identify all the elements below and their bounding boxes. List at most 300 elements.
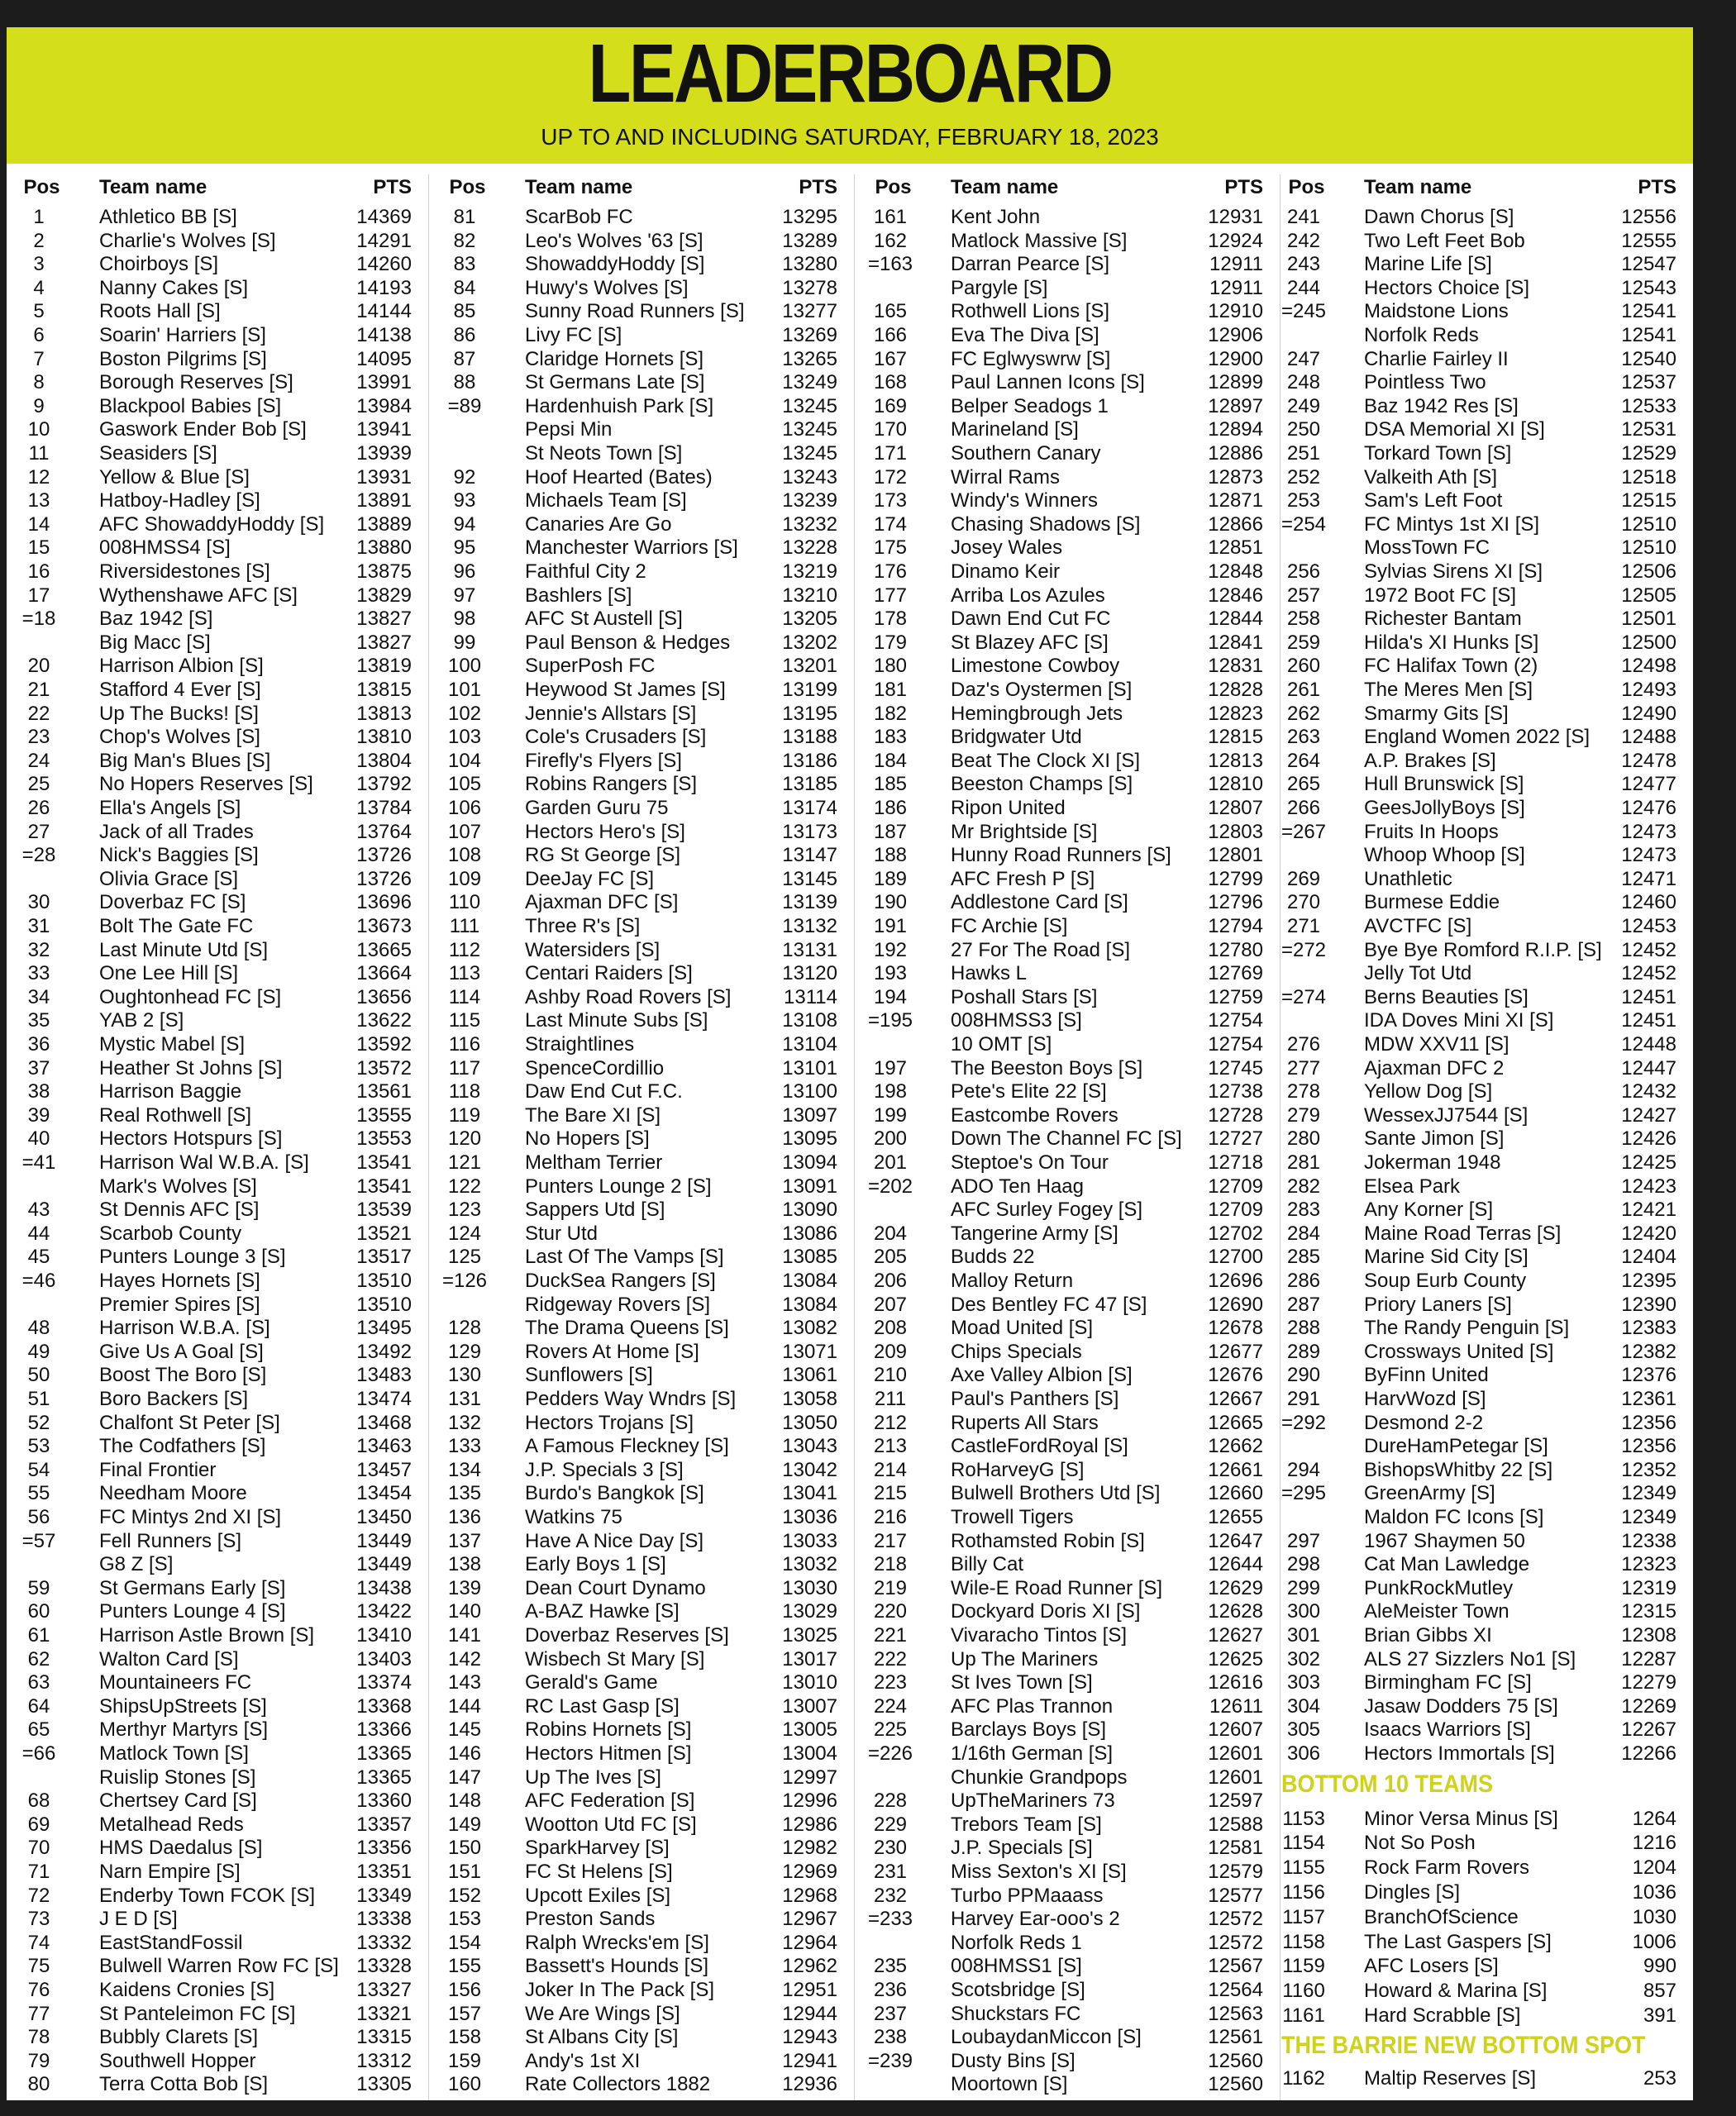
points: 13889 xyxy=(356,512,412,536)
team-name: Whoop Whoop [S] xyxy=(1364,844,1525,867)
leaderboard-row xyxy=(1271,536,1693,560)
points: 12572 xyxy=(1208,1931,1263,1954)
leaderboard-row xyxy=(7,773,428,797)
points: 13005 xyxy=(782,1718,837,1742)
rank-position: 25 xyxy=(27,773,50,796)
rank-position: 298 xyxy=(1286,1553,1321,1576)
leaderboard-row xyxy=(858,773,1280,797)
leaderboard-row xyxy=(7,939,428,963)
team-name: Beat The Clock XI [S] xyxy=(951,749,1140,772)
rank-position: 177 xyxy=(873,584,908,607)
rank-position: 157 xyxy=(447,2002,482,2025)
rank-position: 151 xyxy=(447,1861,482,1883)
rank-position: 154 xyxy=(447,1931,482,1954)
rank-position: 290 xyxy=(1286,1364,1321,1387)
rank-position: 75 xyxy=(27,1955,50,1978)
leaderboard-row xyxy=(858,655,1280,679)
rank-position: 104 xyxy=(447,749,482,772)
points: 13332 xyxy=(356,1931,412,1954)
rank-position: 288 xyxy=(1286,1317,1321,1340)
points: 13673 xyxy=(356,915,412,937)
rank-position: 43 xyxy=(27,1199,50,1222)
leaderboard-row xyxy=(858,1364,1280,1388)
points: 14138 xyxy=(356,324,412,346)
rank-position: 26 xyxy=(27,797,50,819)
team-name: Scarbob County xyxy=(99,1222,242,1245)
points: 12506 xyxy=(1621,560,1676,583)
rank-position: 186 xyxy=(873,797,908,819)
rank-position: 1153 xyxy=(1282,1807,1325,1830)
rank-position: 299 xyxy=(1286,1576,1321,1599)
points: 12794 xyxy=(1208,915,1263,937)
team-name: Hull Brunswick [S] xyxy=(1364,773,1524,796)
team-name: Pepsi Min xyxy=(525,418,613,441)
leaderboard-row xyxy=(432,1412,854,1436)
rank-position: 92 xyxy=(453,465,476,488)
rank-position: =267 xyxy=(1281,820,1327,843)
points: 12841 xyxy=(1208,631,1263,654)
rank-position: 242 xyxy=(1286,229,1321,252)
team-name: Hard Scrabble [S] xyxy=(1364,2004,1521,2027)
points: 13764 xyxy=(356,820,412,843)
team-name: Steptoe's On Tour xyxy=(951,1151,1109,1174)
team-name: Sylvias Sirens XI [S] xyxy=(1364,560,1543,583)
leaderboard-row xyxy=(1271,726,1693,750)
team-name: Harrison Albion [S] xyxy=(99,655,264,678)
team-name: Limestone Cowboy xyxy=(951,655,1120,678)
points: 12718 xyxy=(1208,1151,1263,1174)
rank-position: 98 xyxy=(453,608,476,631)
team-name: Big Macc [S] xyxy=(99,631,211,654)
rank-position: 34 xyxy=(27,985,50,1008)
rank-position: 62 xyxy=(27,1647,50,1670)
rank-position: 1161 xyxy=(1282,2004,1325,2027)
leaderboard-row xyxy=(432,584,854,608)
team-name: Doverbaz FC [S] xyxy=(99,891,246,914)
rank-position: 17 xyxy=(27,584,50,607)
rank-position: 276 xyxy=(1286,1033,1321,1056)
team-name: Yellow & Blue [S] xyxy=(99,465,250,488)
points: 13338 xyxy=(356,1908,412,1931)
leaderboard-row xyxy=(1271,844,1693,868)
points: 12769 xyxy=(1208,962,1263,985)
points: 12448 xyxy=(1621,1033,1676,1056)
points: 13030 xyxy=(782,1576,837,1599)
points: 13357 xyxy=(356,1813,412,1836)
points: 12660 xyxy=(1208,1482,1263,1505)
points: 12510 xyxy=(1621,536,1676,560)
leaderboard-row xyxy=(432,1955,854,1979)
leaderboard-row xyxy=(432,703,854,727)
team-name: Robins Rangers [S] xyxy=(525,773,698,796)
points: 13483 xyxy=(356,1364,412,1387)
team-name: Punters Lounge 4 [S] xyxy=(99,1600,286,1623)
leaderboard-row xyxy=(7,986,428,1010)
leaderboard-row xyxy=(858,1270,1280,1294)
rank-position: 182 xyxy=(873,702,908,725)
points: 13147 xyxy=(782,844,837,867)
rank-position: =89 xyxy=(447,394,482,417)
points: 13036 xyxy=(782,1506,837,1528)
leaderboard-row xyxy=(7,1057,428,1081)
team-name: 008HMSS3 [S] xyxy=(951,1009,1082,1032)
points: 12962 xyxy=(782,1955,837,1978)
points: 12567 xyxy=(1208,1955,1263,1978)
points: 13360 xyxy=(356,1790,412,1813)
team-name: Bashlers [S] xyxy=(525,584,632,607)
team-name: The Meres Men [S] xyxy=(1364,679,1533,701)
rank-position: 74 xyxy=(27,1931,50,1954)
rank-position: =28 xyxy=(21,844,56,867)
points: 13132 xyxy=(782,915,837,937)
column-header xyxy=(7,174,428,201)
points: 13245 xyxy=(782,442,837,465)
leaderboard-row xyxy=(858,324,1280,348)
team-name: AFC ShowaddyHoddy [S] xyxy=(99,512,325,536)
team-name: Hectors Hotspurs [S] xyxy=(99,1127,283,1151)
leaderboard-row xyxy=(432,1813,854,1837)
points: 12425 xyxy=(1621,1151,1676,1174)
leaderboard-row xyxy=(858,1412,1280,1436)
leaderboard-row xyxy=(1271,277,1693,301)
leaderboard-row xyxy=(1271,1435,1693,1459)
leaderboard-row xyxy=(7,1294,428,1318)
column-divider xyxy=(854,174,855,2100)
leaderboard-row xyxy=(1271,1600,1693,1624)
leaderboard-row xyxy=(432,1127,854,1151)
leaderboard-row xyxy=(1271,253,1693,277)
leaderboard-row xyxy=(858,1600,1280,1624)
points: 13939 xyxy=(356,442,412,465)
team-name: Wirral Rams xyxy=(951,465,1060,488)
points: 12473 xyxy=(1621,844,1676,867)
leaderboard-row xyxy=(1271,1718,1693,1742)
team-name: Burdo's Bangkok [S] xyxy=(525,1482,704,1505)
points: 13061 xyxy=(782,1364,837,1387)
rank-position: 101 xyxy=(447,679,482,701)
team-name: 1967 Shaymen 50 xyxy=(1364,1529,1525,1552)
leaderboard-row xyxy=(432,253,854,277)
team-name: Chop's Wolves [S] xyxy=(99,726,260,749)
leaderboard-row xyxy=(432,206,854,230)
team-name: Rothamsted Robin [S] xyxy=(951,1529,1145,1552)
rank-position: 79 xyxy=(27,2049,50,2072)
team-name: CastleFordRoyal [S] xyxy=(951,1435,1128,1458)
rank-position: 199 xyxy=(873,1103,908,1127)
points: 12540 xyxy=(1621,347,1676,370)
leaderboard-row xyxy=(1271,466,1693,490)
points: 13312 xyxy=(356,2049,412,2072)
team-name: Sunflowers [S] xyxy=(525,1364,653,1387)
leaderboard-row xyxy=(432,1553,854,1577)
team-name: AFC St Austell [S] xyxy=(525,608,683,631)
team-name: MossTown FC xyxy=(1364,536,1490,560)
leaderboard-row xyxy=(1271,655,1693,679)
leaderboard-row xyxy=(432,1932,854,1956)
leaderboard-row xyxy=(432,1364,854,1388)
leaderboard-row xyxy=(858,868,1280,892)
leaderboard-row xyxy=(1271,1294,1693,1318)
points: 13108 xyxy=(782,1009,837,1032)
rank-position: 124 xyxy=(447,1222,482,1245)
leaderboard-row xyxy=(7,1009,428,1033)
rank-position: 1159 xyxy=(1282,1955,1325,1978)
rank-position: 220 xyxy=(873,1600,908,1623)
rank-position: 200 xyxy=(873,1127,908,1151)
leaderboard-row xyxy=(858,1932,1280,1956)
rank-position: 130 xyxy=(447,1364,482,1387)
rank-position: 181 xyxy=(873,679,908,701)
rank-position: 253 xyxy=(1286,489,1321,512)
points: 12432 xyxy=(1621,1080,1676,1103)
points: 13592 xyxy=(356,1033,412,1056)
leaderboard-row xyxy=(7,371,428,395)
leaderboard-row xyxy=(7,679,428,703)
team-name: Belper Seadogs 1 xyxy=(951,394,1109,417)
points: 12616 xyxy=(1208,1671,1263,1694)
team-name: Moad United [S] xyxy=(951,1317,1094,1340)
rank-position: 160 xyxy=(447,2073,482,2096)
team-name: Harrison Astle Brown [S] xyxy=(99,1624,315,1647)
leaderboard-row xyxy=(7,1341,428,1365)
team-name: Trowell Tigers xyxy=(951,1506,1074,1528)
team-name: Up The Mariners xyxy=(951,1647,1099,1670)
team-name: Seasiders [S] xyxy=(99,442,217,465)
leaderboard-row xyxy=(858,1861,1280,1885)
team-name: Valkeith Ath [S] xyxy=(1364,465,1497,488)
rank-position: 165 xyxy=(873,300,908,323)
team-name: Harrison Wal W.B.A. [S] xyxy=(99,1151,309,1174)
points: 13328 xyxy=(356,1955,412,1978)
team-name: Marine Sid City [S] xyxy=(1364,1246,1529,1269)
rank-position: 287 xyxy=(1286,1293,1321,1316)
leaderboard-row xyxy=(7,1932,428,1956)
points: 12543 xyxy=(1621,276,1676,299)
team-name: Hectors Trojans [S] xyxy=(525,1411,694,1434)
team-name: Dockyard Doris XI [S] xyxy=(951,1600,1141,1623)
team-name: Kent John xyxy=(951,206,1041,228)
team-name: Paul Benson & Hedges xyxy=(525,631,731,654)
rank-position: 144 xyxy=(447,1694,482,1718)
points: 12813 xyxy=(1208,749,1263,772)
team-name: Riversidestones [S] xyxy=(99,560,270,583)
team-name: Ruislip Stones [S] xyxy=(99,1766,256,1789)
rank-position: 119 xyxy=(448,1103,481,1127)
rank-position: 183 xyxy=(873,726,908,749)
points: 12936 xyxy=(782,2073,837,2096)
team-name: No Hopers [S] xyxy=(525,1127,650,1151)
leaderboard-row xyxy=(432,1718,854,1742)
rank-position: 107 xyxy=(447,820,482,843)
points: 12427 xyxy=(1621,1103,1676,1127)
points: 12453 xyxy=(1621,915,1676,937)
points: 12931 xyxy=(1208,206,1263,228)
leaderboard-row xyxy=(1271,1955,1693,1979)
team-name: DeeJay FC [S] xyxy=(525,867,655,890)
leaderboard-row xyxy=(7,1199,428,1222)
rank-position: 99 xyxy=(453,631,476,654)
points: 14260 xyxy=(356,253,412,276)
points: 13622 xyxy=(356,1009,412,1032)
team-name: Blackpool Babies [S] xyxy=(99,394,282,417)
points: 13450 xyxy=(356,1506,412,1528)
points: 12661 xyxy=(1208,1458,1263,1481)
rank-position: 105 xyxy=(447,773,482,796)
rank-position: 1154 xyxy=(1282,1832,1325,1855)
points: 12493 xyxy=(1621,679,1676,701)
rank-position: 206 xyxy=(873,1270,908,1292)
leaderboard-row xyxy=(858,1080,1280,1104)
team-name: Pargyle [S] xyxy=(951,276,1048,299)
points: 13032 xyxy=(782,1553,837,1576)
points: 13131 xyxy=(782,938,837,961)
leaderboard-row xyxy=(1271,324,1693,348)
points: 12810 xyxy=(1208,773,1263,796)
leaderboard-row xyxy=(858,1246,1280,1270)
leaderboard-row xyxy=(1271,1695,1693,1719)
rank-position: 72 xyxy=(27,1884,50,1907)
rank-position: 281 xyxy=(1286,1151,1321,1174)
rank-position: 94 xyxy=(453,512,476,536)
points: 13813 xyxy=(356,702,412,725)
leaderboard-row xyxy=(1271,1742,1693,1766)
team-name: AFC Surley Fogey [S] xyxy=(951,1199,1143,1222)
points: 13991 xyxy=(356,371,412,394)
team-name: Last Minute Subs [S] xyxy=(525,1009,708,1032)
leaderboard-row xyxy=(1271,631,1693,655)
leaderboard-row xyxy=(432,1766,854,1790)
rank-position: 297 xyxy=(1286,1529,1321,1552)
rank-position: 282 xyxy=(1286,1175,1321,1198)
points: 13104 xyxy=(782,1033,837,1056)
rank-position: 85 xyxy=(453,300,476,323)
points: 13084 xyxy=(782,1293,837,1316)
team-name: Have A Nice Day [S] xyxy=(525,1529,704,1552)
team-name: Hayes Hornets [S] xyxy=(99,1270,260,1292)
team-name: Arriba Los Azules xyxy=(951,584,1105,607)
leaderboard-row xyxy=(7,797,428,821)
leaderboard-row xyxy=(1271,1881,1693,1905)
leaderboard-row xyxy=(1271,1151,1693,1175)
rank-position: 167 xyxy=(873,347,908,370)
leaderboard-row xyxy=(858,536,1280,560)
rank-position: 132 xyxy=(447,1411,482,1434)
points: 12498 xyxy=(1621,655,1676,678)
team-name: AFC Fresh P [S] xyxy=(951,867,1095,890)
rank-position: =18 xyxy=(21,608,56,631)
leaderboard-row xyxy=(432,1222,854,1246)
points: 12986 xyxy=(782,1813,837,1836)
team-name: 1/16th German [S] xyxy=(951,1742,1114,1765)
team-name: Meltham Terrier xyxy=(525,1151,663,1174)
team-name: GeesJollyBoys [S] xyxy=(1364,797,1525,819)
rank-position: 193 xyxy=(873,962,908,985)
team-name: Daw End Cut F.C. xyxy=(525,1080,683,1103)
leaderboard-row xyxy=(858,1718,1280,1742)
leaderboard-row xyxy=(858,891,1280,915)
leaderboard-row xyxy=(1271,2004,1693,2028)
team-name: Wile-E Road Runner [S] xyxy=(951,1576,1163,1599)
rank-position: 278 xyxy=(1286,1080,1321,1103)
team-name: AVCTFC [S] xyxy=(1364,915,1472,937)
team-name: Bolt The Gate FC xyxy=(99,915,254,937)
rank-position: 248 xyxy=(1286,371,1321,394)
leaderboard-row xyxy=(1271,1906,1693,1930)
points: 12581 xyxy=(1208,1837,1263,1860)
points: 13228 xyxy=(782,536,837,560)
team-name: St Ives Town [S] xyxy=(951,1671,1093,1694)
rank-position: 289 xyxy=(1286,1340,1321,1363)
points: 13091 xyxy=(782,1175,837,1198)
points: 12383 xyxy=(1621,1317,1676,1340)
points: 12597 xyxy=(1208,1790,1263,1813)
rank-position: 264 xyxy=(1286,749,1321,772)
points: 13114 xyxy=(784,985,837,1008)
leaderboard-row xyxy=(1271,1270,1693,1294)
points: 12349 xyxy=(1621,1482,1676,1505)
leaderboard-row xyxy=(7,915,428,939)
team-name: Billy Cat xyxy=(951,1553,1024,1576)
points: 13199 xyxy=(782,679,837,701)
rank-position: 118 xyxy=(448,1080,481,1103)
leaderboard-row xyxy=(7,395,428,419)
team-name: Merthyr Martyrs [S] xyxy=(99,1718,269,1742)
rank-position: 61 xyxy=(27,1624,50,1647)
rank-position: 37 xyxy=(27,1056,50,1079)
leaderboard-row xyxy=(1271,1033,1693,1057)
team-name: RC Last Gasp [S] xyxy=(525,1694,680,1718)
team-name: We Are Wings [S] xyxy=(525,2002,680,2025)
points: 13891 xyxy=(356,489,412,512)
points: 12490 xyxy=(1621,702,1676,725)
leaderboard-row xyxy=(432,1482,854,1506)
team-name: Down The Channel FC [S] xyxy=(951,1127,1182,1151)
rank-position: =195 xyxy=(867,1009,913,1032)
points: 12803 xyxy=(1208,820,1263,843)
points: 13101 xyxy=(782,1056,837,1079)
points: 12709 xyxy=(1208,1175,1263,1198)
leaderboard-row xyxy=(7,1624,428,1648)
header-team-name: Team name xyxy=(951,176,1059,198)
rank-position: 225 xyxy=(873,1718,908,1742)
points: 12560 xyxy=(1208,2049,1263,2072)
rank-position: 1158 xyxy=(1282,1930,1325,1953)
leaderboard-row xyxy=(858,206,1280,230)
team-name: BranchOfScience xyxy=(1364,1905,1519,1928)
team-name: FC St Helens [S] xyxy=(525,1861,673,1883)
rank-position: 266 xyxy=(1286,797,1321,819)
rank-position: 131 xyxy=(447,1388,482,1410)
team-name: Nick's Baggies [S] xyxy=(99,844,259,867)
team-name: Fell Runners [S] xyxy=(99,1529,242,1552)
team-name: Norfolk Reds 1 xyxy=(951,1931,1082,1954)
points: 13239 xyxy=(782,489,837,512)
rank-position: 113 xyxy=(448,962,481,985)
rank-position: 210 xyxy=(873,1364,908,1387)
header-pts: PTS xyxy=(1638,176,1676,198)
leaderboard-row xyxy=(858,1104,1280,1128)
points: 12423 xyxy=(1621,1175,1676,1198)
points: 13295 xyxy=(782,206,837,228)
points: 13517 xyxy=(356,1246,412,1269)
team-name: Trebors Team [S] xyxy=(951,1813,1102,1836)
team-name: FC Mintys 1st XI [S] xyxy=(1364,512,1540,536)
points: 13572 xyxy=(356,1056,412,1079)
points: 12911 xyxy=(1209,276,1263,299)
leaderboard-row xyxy=(1271,584,1693,608)
rank-position: 73 xyxy=(27,1908,50,1931)
rank-position: 235 xyxy=(873,1955,908,1978)
